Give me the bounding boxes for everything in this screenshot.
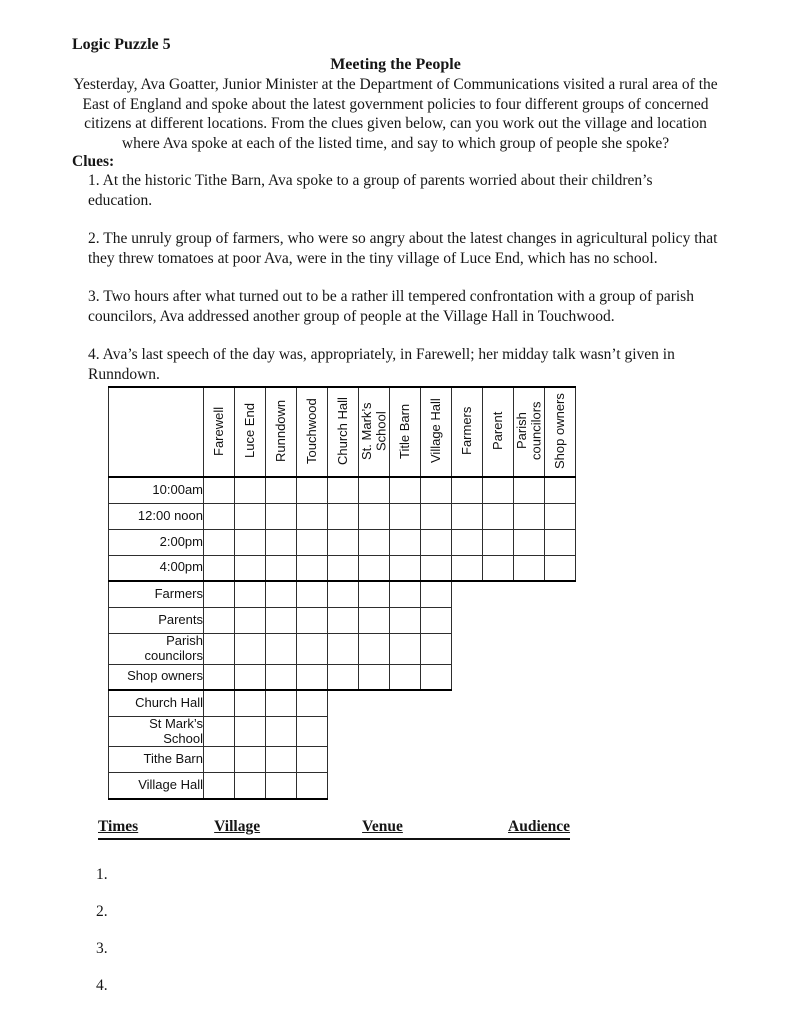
answers-header-row <box>98 818 570 840</box>
grid-cell <box>297 503 328 529</box>
grid-cell <box>390 477 421 503</box>
row-header-church-hall: Church Hall <box>109 690 204 716</box>
grid-cell <box>421 477 452 503</box>
grid-cell <box>235 690 266 716</box>
grid-cell <box>235 503 266 529</box>
grid-cell <box>390 503 421 529</box>
row-header-farmers: Farmers <box>109 581 204 607</box>
grid-cell <box>359 607 390 633</box>
grid-cell <box>204 716 235 747</box>
grid-cell <box>390 664 421 690</box>
grid-cell <box>545 503 576 529</box>
grid-cell <box>390 607 421 633</box>
grid-cell <box>266 477 297 503</box>
grid-cell <box>235 581 266 607</box>
grid-cell <box>514 529 545 555</box>
grid-cell <box>297 477 328 503</box>
page-title: Logic Puzzle 5 <box>72 36 171 53</box>
grid-cell <box>204 581 235 607</box>
column-header-farmers <box>452 387 483 477</box>
grid-cell <box>452 477 483 503</box>
row-header-4-00pm: 4:00pm <box>109 555 204 581</box>
answers-col-village: Village <box>214 817 261 835</box>
puzzle-title: Meeting the People <box>330 56 461 73</box>
grid-void-area <box>328 747 576 773</box>
column-header-label: Parish councilors <box>513 401 543 460</box>
grid-cell <box>359 555 390 581</box>
column-header-runndown <box>266 387 297 477</box>
grid-cell <box>328 607 359 633</box>
grid-cell <box>235 664 266 690</box>
grid-void-area <box>452 664 576 690</box>
grid-cell <box>266 633 297 664</box>
grid-cell <box>204 773 235 799</box>
grid-cell <box>204 607 235 633</box>
grid-cell <box>297 747 328 773</box>
grid-cell <box>452 529 483 555</box>
grid-cell <box>328 664 359 690</box>
column-header-shop-owners <box>545 387 576 477</box>
column-header-label: Runndown <box>272 399 288 462</box>
grid-cell <box>421 503 452 529</box>
column-header-label: Shop owners <box>551 392 567 469</box>
column-header-label: Luce End <box>241 403 257 459</box>
answers-col-times: Times <box>98 817 139 835</box>
grid-cell <box>266 503 297 529</box>
answer-list <box>96 866 719 996</box>
grid-void-area <box>452 633 576 664</box>
grid-cell <box>359 529 390 555</box>
clue-3: 3. Two hours after what turned out to be a rather ill tempered confrontation with a group of parish councilors, Ava addressed another group of people at the Village Hall in Touchwood. <box>88 288 694 325</box>
grid-cell <box>359 477 390 503</box>
grid-cell <box>235 607 266 633</box>
column-header-label: Farmers <box>458 406 474 455</box>
grid-cell <box>452 555 483 581</box>
clue-4: 4. Ava’s last speech of the day was, appropriately, in Farewell; her midday talk wasn’t given in Runndown. <box>88 346 675 383</box>
column-header-village-hall <box>421 387 452 477</box>
column-header-luce-end <box>235 387 266 477</box>
grid-cell <box>390 633 421 664</box>
grid-cell <box>266 664 297 690</box>
column-header-label: Farewell <box>210 406 226 456</box>
grid-cell <box>266 607 297 633</box>
grid-cell <box>359 633 390 664</box>
column-header-label: Title Barn <box>396 403 412 459</box>
answers-col-audience: Audience <box>508 817 571 835</box>
answer-line-4: 4. <box>96 976 108 994</box>
grid-cell <box>514 503 545 529</box>
column-header-label: St. Mark’s School <box>358 401 388 460</box>
row-header-tithe-barn: Tithe Barn <box>109 747 204 773</box>
row-header-2-00pm: 2:00pm <box>109 529 204 555</box>
row-header-10-00am: 10:00am <box>109 477 204 503</box>
grid-cell <box>235 633 266 664</box>
grid-cell <box>297 716 328 747</box>
answer-line-1: 1. <box>96 865 108 883</box>
grid-cell <box>421 607 452 633</box>
column-header-parish-councilors <box>514 387 545 477</box>
column-header-title-barn <box>390 387 421 477</box>
grid-cell <box>328 477 359 503</box>
grid-cell <box>421 529 452 555</box>
row-header-parish-councilors: Parish councilors <box>109 633 204 664</box>
column-header-church-hall <box>328 387 359 477</box>
grid-cell <box>359 664 390 690</box>
clues-heading: Clues: <box>72 153 115 171</box>
clue-1: 1. At the historic Tithe Barn, Ava spoke to a group of parents worried about their children’s education. <box>88 172 653 209</box>
grid-cell <box>204 747 235 773</box>
grid-cell <box>328 581 359 607</box>
logic-grid-table <box>108 386 576 800</box>
grid-cell <box>266 690 297 716</box>
row-header-shop-owners: Shop owners <box>109 664 204 690</box>
clue-2: 2. The unruly group of farmers, who were so angry about the latest changes in agricultural policy that they threw tomatoes at poor Ava, were in the tiny village of Luce End, which has no school. <box>88 230 718 267</box>
grid-cell <box>266 747 297 773</box>
grid-void-area <box>328 690 576 716</box>
grid-cell <box>328 633 359 664</box>
column-header-touchwood <box>297 387 328 477</box>
grid-cell <box>204 555 235 581</box>
grid-cell <box>204 690 235 716</box>
grid-cell <box>297 529 328 555</box>
answer-line-3: 3. <box>96 939 108 957</box>
row-header-parents: Parents <box>109 607 204 633</box>
grid-cell <box>204 664 235 690</box>
grid-cell <box>514 477 545 503</box>
grid-cell <box>297 773 328 799</box>
grid-cell <box>483 503 514 529</box>
intro-paragraph: Yesterday, Ava Goatter, Junior Minister at the Department of Communications visited a rural area of the East of England and spoke about the latest government policies to four different groups of concerned citizens at different locations. From the clues given below, can you work out the village and location where Ava spoke at each of the listed time, and say to which group of people she spoke? <box>73 76 718 152</box>
grid-cell <box>421 555 452 581</box>
grid-corner-cell <box>109 387 204 477</box>
grid-cell <box>452 503 483 529</box>
grid-cell <box>359 503 390 529</box>
grid-cell <box>235 747 266 773</box>
grid-cell <box>483 555 514 581</box>
grid-cell <box>297 633 328 664</box>
grid-cell <box>390 529 421 555</box>
column-header-label: Church Hall <box>334 396 350 465</box>
grid-cell <box>545 529 576 555</box>
grid-cell <box>266 716 297 747</box>
grid-cell <box>235 529 266 555</box>
column-header-farewell <box>204 387 235 477</box>
row-header-st-mark-s-school: St Mark’s School <box>109 716 204 747</box>
grid-cell <box>483 529 514 555</box>
grid-cell <box>204 477 235 503</box>
column-header-label: Parent <box>489 411 505 450</box>
grid-void-area <box>452 581 576 607</box>
grid-cell <box>204 529 235 555</box>
column-header-label: Touchwood <box>303 397 319 464</box>
grid-cell <box>297 690 328 716</box>
grid-void-area <box>328 716 576 747</box>
grid-cell <box>483 477 514 503</box>
grid-cell <box>545 555 576 581</box>
grid-cell <box>266 773 297 799</box>
grid-cell <box>204 503 235 529</box>
grid-cell <box>235 716 266 747</box>
grid-cell <box>297 555 328 581</box>
grid-cell <box>328 555 359 581</box>
column-header-label: Village Hall <box>427 398 443 464</box>
row-header-village-hall: Village Hall <box>109 773 204 799</box>
grid-cell <box>297 607 328 633</box>
grid-cell <box>421 581 452 607</box>
column-header-st-mark-s-school <box>359 387 390 477</box>
grid-cell <box>421 633 452 664</box>
answer-line-2: 2. <box>96 902 108 920</box>
grid-cell <box>235 555 266 581</box>
grid-cell <box>545 477 576 503</box>
grid-cell <box>235 773 266 799</box>
grid-void-area <box>452 607 576 633</box>
grid-cell <box>266 555 297 581</box>
grid-cell <box>328 503 359 529</box>
grid-cell <box>514 555 545 581</box>
row-header-12-00-noon: 12:00 noon <box>109 503 204 529</box>
grid-cell <box>297 664 328 690</box>
grid-cell <box>390 555 421 581</box>
grid-void-area <box>328 773 576 799</box>
grid-cell <box>204 633 235 664</box>
grid-cell <box>266 529 297 555</box>
grid-cell <box>235 477 266 503</box>
grid-cell <box>266 581 297 607</box>
grid-cell <box>297 581 328 607</box>
grid-cell <box>390 581 421 607</box>
column-header-parent <box>483 387 514 477</box>
grid-cell <box>328 529 359 555</box>
answers-col-venue: Venue <box>362 817 403 835</box>
grid-cell <box>421 664 452 690</box>
grid-cell <box>359 581 390 607</box>
